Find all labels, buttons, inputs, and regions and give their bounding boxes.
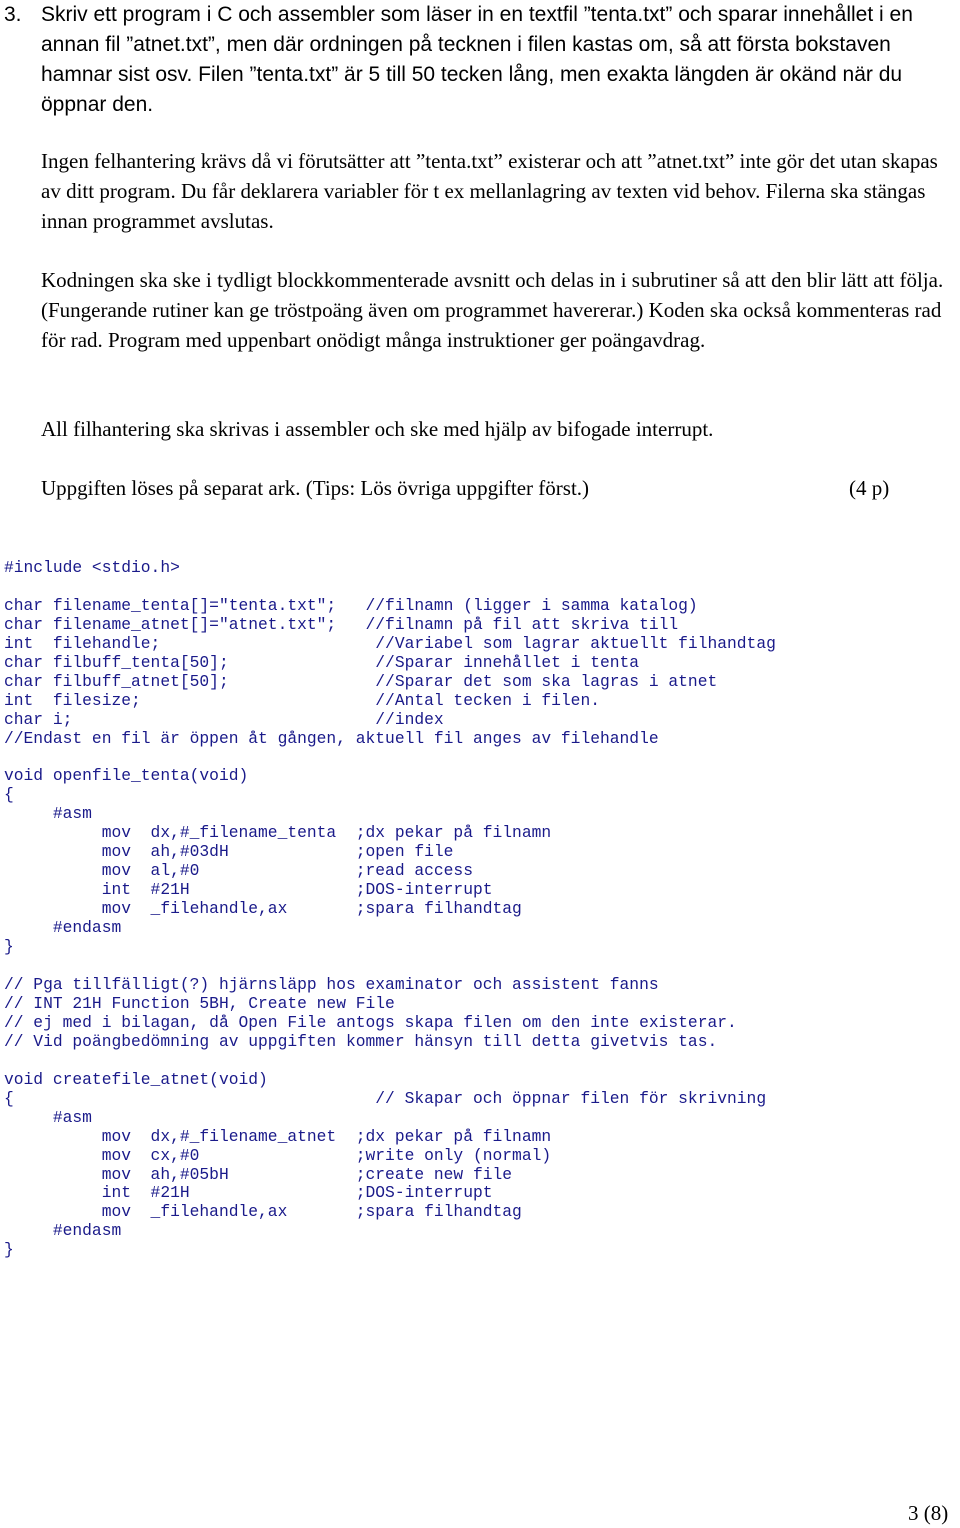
page-number: 3 (8): [908, 1501, 949, 1525]
question-paragraph-intro: Skriv ett program i C och assembler som läser in en textfil ”tenta.txt” och sparar innehållet i en annan fil ”atnet.txt”, men där ordningen på tecknen i filen kastas om, så att första bokstaven hamnar sist osv. Filen ”tenta.txt” är 5 till 50 tecken lång, men exakta längden är okänd när du öppnar den.: [41, 3, 913, 116]
question-paragraph-instructions: Uppgiften löses på separat ark. (Tips: Lös övriga uppgifter först.): [41, 476, 590, 500]
question-paragraph-assembler: All filhantering ska skrivas i assembler och ske med hjälp av bifogade interrupt.: [41, 417, 714, 441]
question-number: 3.: [4, 3, 22, 26]
question-paragraph-error-handling: Ingen felhantering krävs då vi förutsätter att ”tenta.txt” existerar och att ”atnet.txt” inte gör det utan skapas av ditt program. Du får deklarera variabler för t ex mellanlagring av texten vid behov. Filerna ska stängas innan programmet avslutas.: [41, 149, 938, 233]
source-code-listing: #include <stdio.h> char filename_tenta[]="tenta.txt"; //filnamn (ligger i samma katalog) char filename_atnet[]="atnet.txt"; //filnamn på fil att skriva till int filehandle; //Variabel som lagrar aktuellt filhandtag char filbuff_tenta[50]; //Sparar innehållet i tenta char filbuff_atnet[50]; //Sparar det som ska lagras i atnet int filesize; //Antal tecken i filen. char i; //index //Endast en fil är öppen åt gången, aktuell fil anges av filehandle void openfile_tenta(void) { #asm mov dx,#_filename_tenta ;dx pekar på filnamn mov ah,#03dH ;open file mov al,#0 ;read access int #21H ;DOS-interrupt mov _filehandle,ax ;spara filhandtag #endasm } // Pga tillfälligt(?) hjärnsläpp hos examinator och assistent fanns // INT 21H Function 5BH, Create new File // ej med i bilagan, då Open File antogs skapa filen om den inte existerar. // Vid poängbedömning av uppgiften kommer hänsyn till detta givetvis tas. void createfile_atnet(void) { // Skapar och öppnar filen för skrivning #asm mov dx,#_filename_atnet ;dx pekar på filnamn mov cx,#0 ;write only (normal) mov ah,#05bH ;create new file int #21H ;DOS-interrupt mov _filehandle,ax ;spara filhandtag #endasm }: [4, 558, 776, 1260]
question-paragraph-coding-rules: Kodningen ska ske i tydligt blockkommenterade avsnitt och delas in i subrutiner så att den blir lätt att följa. (Fungerande rutiner kan ge tröstpoäng även om programmet havererar.) Koden ska också kommenteras rad för rad. Program med uppenbart onödigt många instruktioner ger poängavdrag.: [41, 268, 944, 352]
question-points: (4 p): [849, 476, 890, 500]
